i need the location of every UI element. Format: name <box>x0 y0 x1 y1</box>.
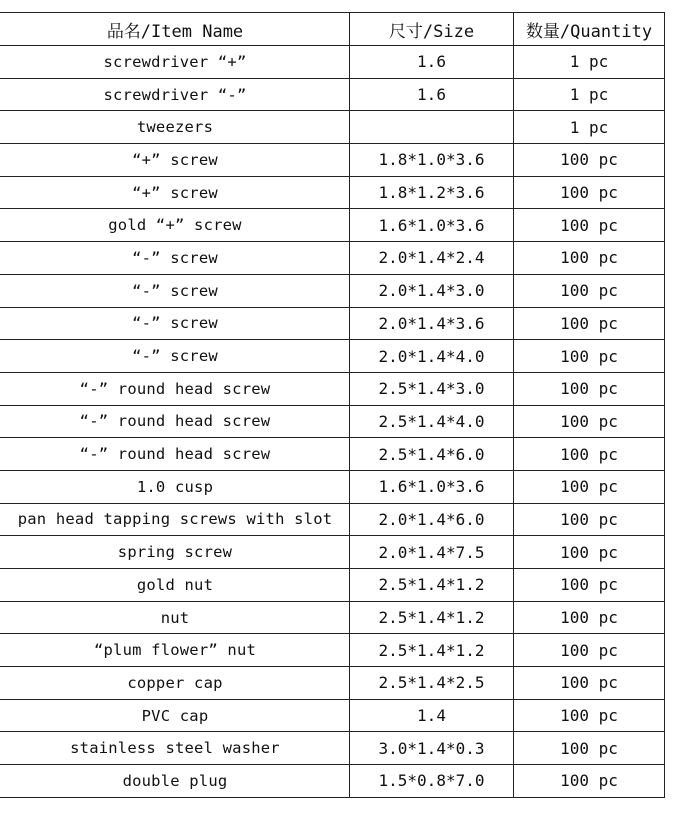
table-row <box>1 274 665 307</box>
table-header-row <box>1 13 665 46</box>
item-name-cell: nut <box>1 601 350 634</box>
item-name-cell: screwdriver “+” <box>1 46 350 79</box>
item-name-cell: PVC cap <box>1 699 350 732</box>
quantity-cell: 100 pc <box>514 569 665 602</box>
size-cell: 2.5*1.4*2.5 <box>350 667 514 700</box>
item-name-cell: screwdriver “-” <box>1 78 350 111</box>
size-cell: 1.5*0.8*7.0 <box>350 765 514 798</box>
table-row <box>1 438 665 471</box>
quantity-cell: 100 pc <box>514 209 665 242</box>
item-name-cell: gold “+” screw <box>1 209 350 242</box>
table-row <box>1 503 665 536</box>
size-cell: 2.5*1.4*1.2 <box>350 634 514 667</box>
item-name-cell: “+” screw <box>1 144 350 177</box>
table-row <box>1 699 665 732</box>
table-row <box>1 732 665 765</box>
size-cell: 2.0*1.4*3.0 <box>350 274 514 307</box>
size-cell: 2.5*1.4*1.2 <box>350 601 514 634</box>
table-row <box>1 307 665 340</box>
table-row <box>1 176 665 209</box>
item-name-cell: tweezers <box>1 111 350 144</box>
quantity-cell: 100 pc <box>514 470 665 503</box>
table-body <box>1 46 665 798</box>
table-row <box>1 667 665 700</box>
table-row <box>1 634 665 667</box>
quantity-cell: 100 pc <box>514 274 665 307</box>
quantity-cell: 100 pc <box>514 667 665 700</box>
quantity-cell: 100 pc <box>514 732 665 765</box>
quantity-cell: 1 pc <box>514 46 665 79</box>
table-row <box>1 242 665 275</box>
item-name-cell: stainless steel washer <box>1 732 350 765</box>
quantity-cell: 100 pc <box>514 601 665 634</box>
size-cell: 3.0*1.4*0.3 <box>350 732 514 765</box>
size-cell: 1.8*1.0*3.6 <box>350 144 514 177</box>
table-row <box>1 209 665 242</box>
size-cell: 2.5*1.4*3.0 <box>350 372 514 405</box>
item-name-cell: double plug <box>1 765 350 798</box>
quantity-cell: 1 pc <box>514 111 665 144</box>
size-cell: 2.5*1.4*4.0 <box>350 405 514 438</box>
table-row <box>1 372 665 405</box>
item-name-cell: “-” screw <box>1 242 350 275</box>
quantity-cell: 100 pc <box>514 503 665 536</box>
quantity-cell: 100 pc <box>514 372 665 405</box>
quantity-cell: 100 pc <box>514 405 665 438</box>
table-row <box>1 46 665 79</box>
item-name-cell: gold nut <box>1 569 350 602</box>
size-cell: 1.8*1.2*3.6 <box>350 176 514 209</box>
size-cell: 2.0*1.4*7.5 <box>350 536 514 569</box>
item-name-cell: “-” round head screw <box>1 372 350 405</box>
table-row <box>1 536 665 569</box>
item-name-cell: spring screw <box>1 536 350 569</box>
quantity-cell: 100 pc <box>514 765 665 798</box>
size-column-header: 尺寸/Size <box>350 13 514 46</box>
size-cell: 2.0*1.4*4.0 <box>350 340 514 373</box>
item-name-cell: “-” round head screw <box>1 405 350 438</box>
quantity-cell: 100 pc <box>514 307 665 340</box>
item-name-cell: “plum flower” nut <box>1 634 350 667</box>
quantity-cell: 100 pc <box>514 699 665 732</box>
size-cell <box>350 111 514 144</box>
size-cell: 2.0*1.4*2.4 <box>350 242 514 275</box>
item-name-cell: “-” screw <box>1 340 350 373</box>
table-row <box>1 78 665 111</box>
item-name-cell: pan head tapping screws with slot <box>1 503 350 536</box>
item-name-cell: copper cap <box>1 667 350 700</box>
quantity-cell: 100 pc <box>514 144 665 177</box>
quantity-cell: 100 pc <box>514 438 665 471</box>
size-cell: 1.6*1.0*3.6 <box>350 209 514 242</box>
item-name-column-header: 品名/Item Name <box>1 13 350 46</box>
table-row <box>1 405 665 438</box>
size-cell: 1.6 <box>350 46 514 79</box>
quantity-cell: 1 pc <box>514 78 665 111</box>
quantity-cell: 100 pc <box>514 176 665 209</box>
quantity-cell: 100 pc <box>514 536 665 569</box>
table-row <box>1 470 665 503</box>
item-name-cell: “-” round head screw <box>1 438 350 471</box>
table-row <box>1 765 665 798</box>
size-cell: 2.0*1.4*3.6 <box>350 307 514 340</box>
size-cell: 1.6 <box>350 78 514 111</box>
table-row <box>1 601 665 634</box>
table-row <box>1 569 665 602</box>
size-cell: 2.0*1.4*6.0 <box>350 503 514 536</box>
size-cell: 1.6*1.0*3.6 <box>350 470 514 503</box>
quantity-cell: 100 pc <box>514 634 665 667</box>
size-cell: 1.4 <box>350 699 514 732</box>
quantity-cell: 100 pc <box>514 340 665 373</box>
item-name-cell: “+” screw <box>1 176 350 209</box>
item-name-cell: 1.0 cusp <box>1 470 350 503</box>
table-row <box>1 340 665 373</box>
size-cell: 2.5*1.4*6.0 <box>350 438 514 471</box>
size-cell: 2.5*1.4*1.2 <box>350 569 514 602</box>
item-name-cell: “-” screw <box>1 307 350 340</box>
quantity-column-header: 数量/Quantity <box>514 13 665 46</box>
quantity-cell: 100 pc <box>514 242 665 275</box>
parts-list-table <box>0 12 665 798</box>
item-name-cell: “-” screw <box>1 274 350 307</box>
table-row <box>1 111 665 144</box>
table-row <box>1 144 665 177</box>
